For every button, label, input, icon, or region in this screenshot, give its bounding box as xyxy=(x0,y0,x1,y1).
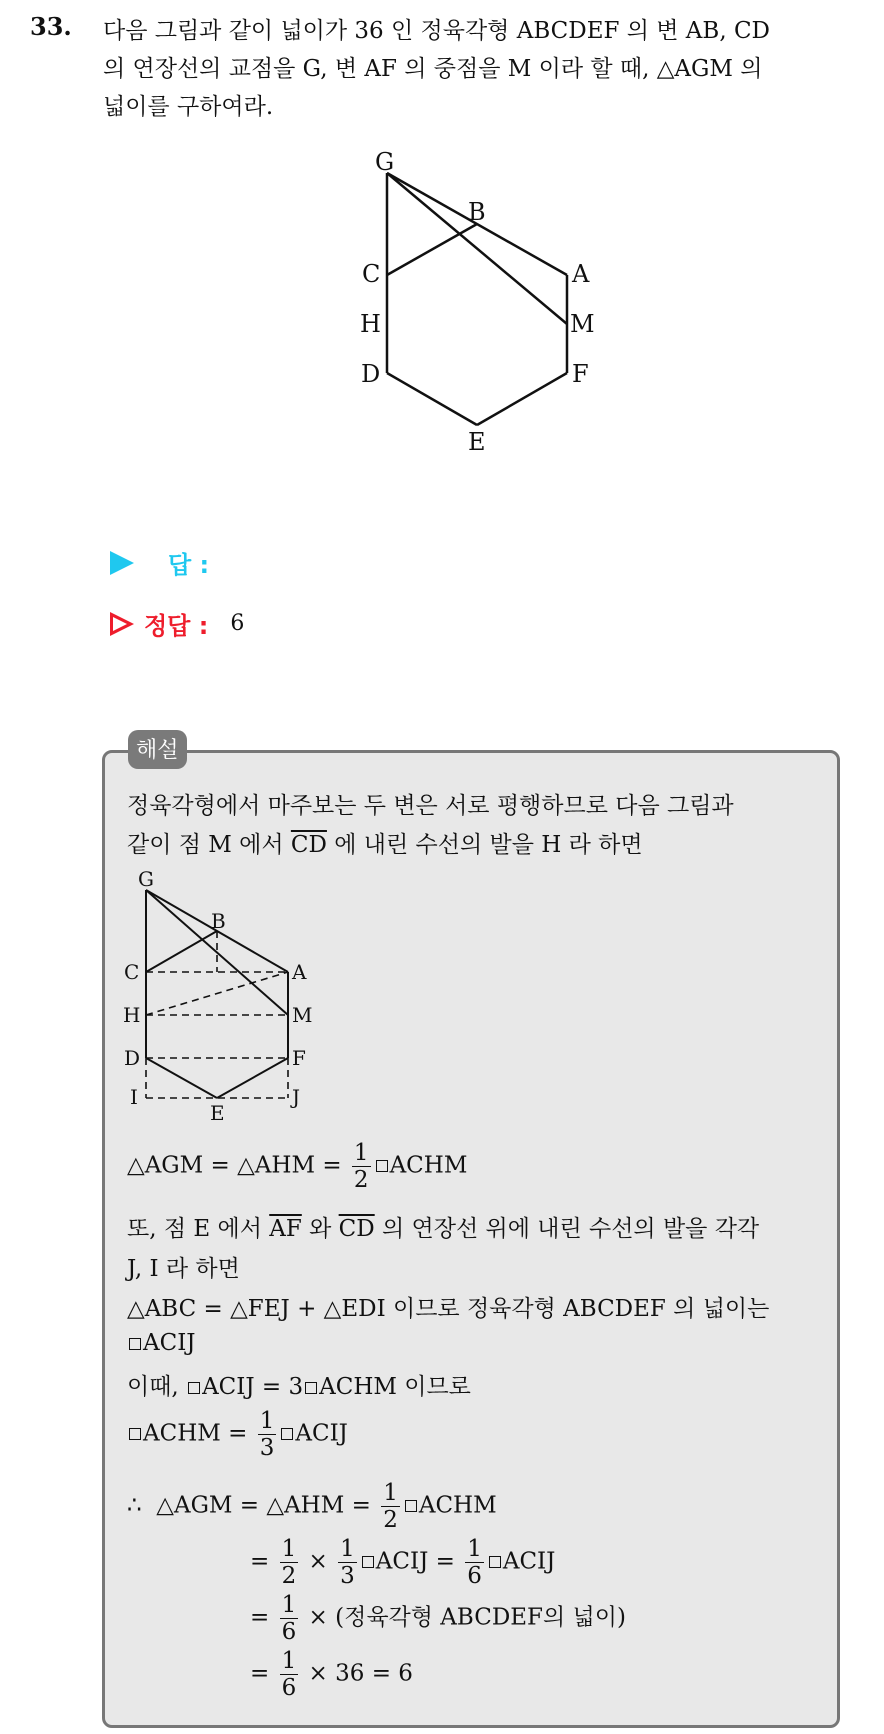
dashed-ha xyxy=(146,972,288,1015)
line-gm xyxy=(387,173,567,324)
equation-1 xyxy=(127,1140,467,1193)
eq-text: ACHM xyxy=(389,1152,468,1179)
question-text xyxy=(103,12,863,126)
solution-line-4: J, I 라 하면 xyxy=(127,1256,240,1282)
frac-num: 1 xyxy=(467,1536,482,1562)
frac-den: 3 xyxy=(259,1435,275,1461)
line-ed xyxy=(387,373,477,425)
frac-den: 2 xyxy=(383,1507,398,1533)
label-a: A xyxy=(572,260,590,288)
question-number: 33. xyxy=(30,12,72,41)
question-line-2: 의 연장선의 교점을 G, 변 AF 의 중점을 M 이라 할 때, △AGM 의 xyxy=(103,56,763,82)
text-segment: 같이 점 M 에서 xyxy=(127,832,284,858)
equation-3 xyxy=(127,1480,497,1533)
eq-text: △AGM = △AHM = xyxy=(127,1152,342,1179)
solution-tag: 해설 xyxy=(128,730,187,769)
answer-label: 답 : xyxy=(168,551,210,579)
equation-2 xyxy=(127,1408,348,1461)
line-cb xyxy=(146,931,217,972)
label-b: B xyxy=(468,198,486,226)
label-j: J xyxy=(292,1085,301,1109)
frac-den: 6 xyxy=(281,1619,297,1645)
solution-line-7 xyxy=(127,1368,471,1401)
text-segment: ACIJ = 3 xyxy=(202,1374,304,1400)
line-cb xyxy=(387,224,477,275)
square-icon xyxy=(489,1556,501,1568)
frac-num: 1 xyxy=(340,1536,355,1562)
frac-den: 2 xyxy=(281,1563,297,1589)
solution-line-5: △ABC = △FEJ + △EDI 이므로 정육각형 ABCDEF 의 넓이는 xyxy=(127,1296,770,1322)
fraction xyxy=(381,1480,400,1533)
therefore-symbol: ∴ xyxy=(127,1492,142,1519)
frac-num: 1 xyxy=(383,1480,398,1506)
fraction xyxy=(352,1140,371,1193)
label-a: A xyxy=(292,960,307,984)
correct-answer-row xyxy=(110,606,244,641)
text-segment: 의 연장선 위에 내린 수선의 발을 각각 xyxy=(382,1216,760,1242)
line-fe xyxy=(477,373,567,425)
answer-row xyxy=(110,545,209,580)
line-fe xyxy=(217,1058,288,1098)
text-segment: 또, 점 E 에서 xyxy=(127,1216,262,1242)
eq-text: ACIJ xyxy=(295,1420,348,1447)
solution-line-1: 정육각형에서 마주보는 두 변은 서로 평행하므로 다음 그림과 xyxy=(127,793,734,819)
solution-line-2 xyxy=(127,826,643,859)
eq-text: × 36 = 6 xyxy=(308,1660,413,1687)
segment-cd: $\overline{CD}$ xyxy=(290,832,327,858)
label-m: M xyxy=(570,310,595,338)
label-g: G xyxy=(375,148,395,176)
fraction xyxy=(338,1536,357,1589)
square-icon xyxy=(129,1428,141,1440)
label-f: F xyxy=(572,360,589,388)
eq-text: = xyxy=(250,1548,270,1575)
square-icon xyxy=(305,1382,317,1394)
square-icon xyxy=(188,1382,200,1394)
fraction xyxy=(280,1536,299,1589)
eq-text: ACIJ xyxy=(502,1548,556,1575)
label-c: C xyxy=(124,960,140,984)
label-m: M xyxy=(292,1003,313,1027)
frac-num: 1 xyxy=(353,1140,369,1166)
segment-af: $\overline{AF}$ xyxy=(269,1216,302,1242)
equation-6 xyxy=(250,1648,413,1701)
frac-den: 3 xyxy=(340,1563,355,1589)
hexagon-figure xyxy=(340,148,595,458)
question-line-3: 넓이를 구하여라. xyxy=(103,94,274,120)
eq-text: = xyxy=(250,1604,270,1631)
square-icon xyxy=(376,1160,388,1172)
fraction xyxy=(280,1648,299,1701)
eq-text: ACHM = xyxy=(143,1420,248,1447)
label-b: B xyxy=(211,909,226,933)
equation-5 xyxy=(250,1592,626,1645)
text-segment: 와 xyxy=(309,1216,332,1242)
correct-arrow-icon xyxy=(110,612,134,636)
question-line-1: 다음 그림과 같이 넓이가 36 인 정육각형 ABCDEF 의 변 AB, CD xyxy=(103,18,770,44)
text-segment: 이때, xyxy=(127,1374,179,1400)
label-f: F xyxy=(292,1046,306,1070)
label-d: D xyxy=(124,1046,141,1070)
solution-figure xyxy=(118,868,318,1128)
label-g: G xyxy=(138,867,154,891)
solution-line-3 xyxy=(127,1210,759,1243)
label-c: C xyxy=(362,260,381,288)
frac-den: 6 xyxy=(281,1675,297,1701)
text-segment: ACIJ xyxy=(143,1330,196,1356)
square-icon xyxy=(362,1556,374,1568)
fraction xyxy=(280,1592,299,1645)
eq-text: × (정육각형 ABCDEF의 넓이) xyxy=(308,1604,626,1631)
label-h: H xyxy=(360,310,381,338)
frac-den: 6 xyxy=(467,1563,482,1589)
label-e: E xyxy=(210,1101,225,1125)
label-d: D xyxy=(361,360,381,388)
label-h: H xyxy=(123,1003,141,1027)
eq-text: ACHM xyxy=(418,1492,497,1519)
solution-line-6 xyxy=(127,1330,196,1356)
square-icon xyxy=(405,1500,417,1512)
correct-answer-label: 정답 : xyxy=(144,612,209,640)
frac-num: 1 xyxy=(281,1536,297,1562)
frac-num: 1 xyxy=(281,1648,297,1674)
answer-arrow-icon xyxy=(110,551,134,575)
frac-num: 1 xyxy=(281,1592,297,1618)
eq-text: = xyxy=(250,1660,270,1687)
text-segment: ACHM 이므로 xyxy=(319,1374,471,1400)
text-segment: 에 내린 수선의 발을 H 라 하면 xyxy=(334,832,643,858)
square-icon xyxy=(129,1338,141,1350)
fraction xyxy=(465,1536,484,1589)
eq-text: ACIJ = xyxy=(375,1548,455,1575)
label-i: I xyxy=(130,1085,138,1109)
eq-text: △AGM = △AHM = xyxy=(156,1492,371,1519)
correct-answer-value: 6 xyxy=(230,611,245,636)
segment-cd: $\overline{CD}$ xyxy=(338,1216,375,1242)
label-e: E xyxy=(468,428,486,456)
equation-4 xyxy=(250,1536,555,1589)
line-ed xyxy=(146,1058,217,1098)
eq-text: × xyxy=(308,1548,328,1575)
square-icon xyxy=(281,1428,293,1440)
fraction xyxy=(258,1408,277,1461)
frac-den: 2 xyxy=(353,1167,369,1193)
frac-num: 1 xyxy=(259,1408,275,1434)
